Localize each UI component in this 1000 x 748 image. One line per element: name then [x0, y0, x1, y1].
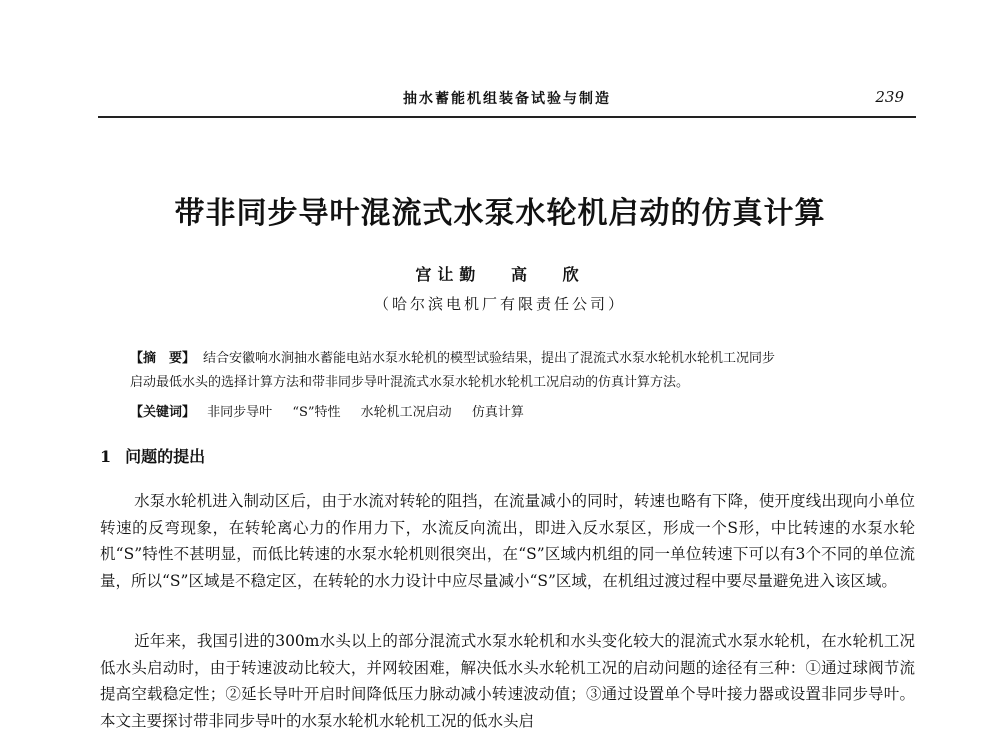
- keyword: 仿真计算: [471, 405, 524, 420]
- paper-title: 带非同步导叶混流式水泵水轮机启动的仿真计算: [174, 196, 826, 231]
- paragraph-text: 水泵水轮机进入制动区后，由于水流对转轮的阻挡，在流量减小的同时，转速也略有下降，使开度线出现向小单位转速的反弯现象，在转轮离心力的作用力下，水流反向流出，即进入反水泵区，形成一个S形，中比转速的水泵水轮机“S”特性不甚明显，而低比转速的水泵水轮机则很突出，在“S”区域内机组的同一单位转速下可以有3个不同的单位流量，所以“S”区域是不稳定区，在转轮的水力设计中应尽量减小“S”区域，在机组过渡过程中要尽量避免进入该区域。: [100, 492, 915, 590]
- page-number: 239: [875, 88, 904, 106]
- keyword: 水轮机工况启动: [360, 405, 452, 420]
- abstract-text-1: 结合安徽响水涧抽水蓄能电站水泵水轮机的模型试验结果，提出了混流式水泵水轮机水轮机工况同步: [203, 351, 776, 366]
- authors: 宫让勤 高 欣: [415, 265, 585, 284]
- abstract-line-2: [130, 371, 910, 395]
- running-title: 抽水蓄能机组装备试验与制造: [403, 91, 611, 107]
- running-header: [98, 82, 916, 118]
- paragraph-text: 近年来，我国引进的300m水头以上的部分混流式水泵水轮机和水头变化较大的混流式水泵水轮机，在水轮机工况低水头启动时，由于转速波动比较大，并网较困难，解决低水头水轮机工况的启动问题的途径有三种：①通过球阀节流提高空载稳定性；②延长导叶开启时间降低压力脉动减小转速波动值；③通过设置单个导叶接力器或设置非同步导叶。本文主要探讨带非同步导叶的水泵水轮机水轮机工况的低水头启: [100, 632, 915, 730]
- section-number: 1: [100, 447, 112, 466]
- section-title: 问题的提出: [125, 447, 206, 466]
- keyword: 非同步导叶: [207, 405, 273, 420]
- section-heading: [100, 444, 205, 467]
- abstract-line-1: [130, 347, 910, 371]
- abstract-label: 【摘 要】: [130, 351, 196, 366]
- body-paragraph-1: [100, 488, 915, 594]
- abstract-text-2: 启动最低水头的选择计算方法和带非同步导叶混流式水泵水轮机水轮机工况启动的仿真计算方法。: [130, 375, 690, 390]
- affiliation: （哈尔滨电机厂有限责任公司）: [373, 295, 626, 313]
- keywords: [130, 401, 910, 425]
- keywords-label: 【关键词】: [130, 405, 196, 420]
- body-paragraph-2: [100, 628, 915, 734]
- keyword: “S”特性: [292, 405, 341, 420]
